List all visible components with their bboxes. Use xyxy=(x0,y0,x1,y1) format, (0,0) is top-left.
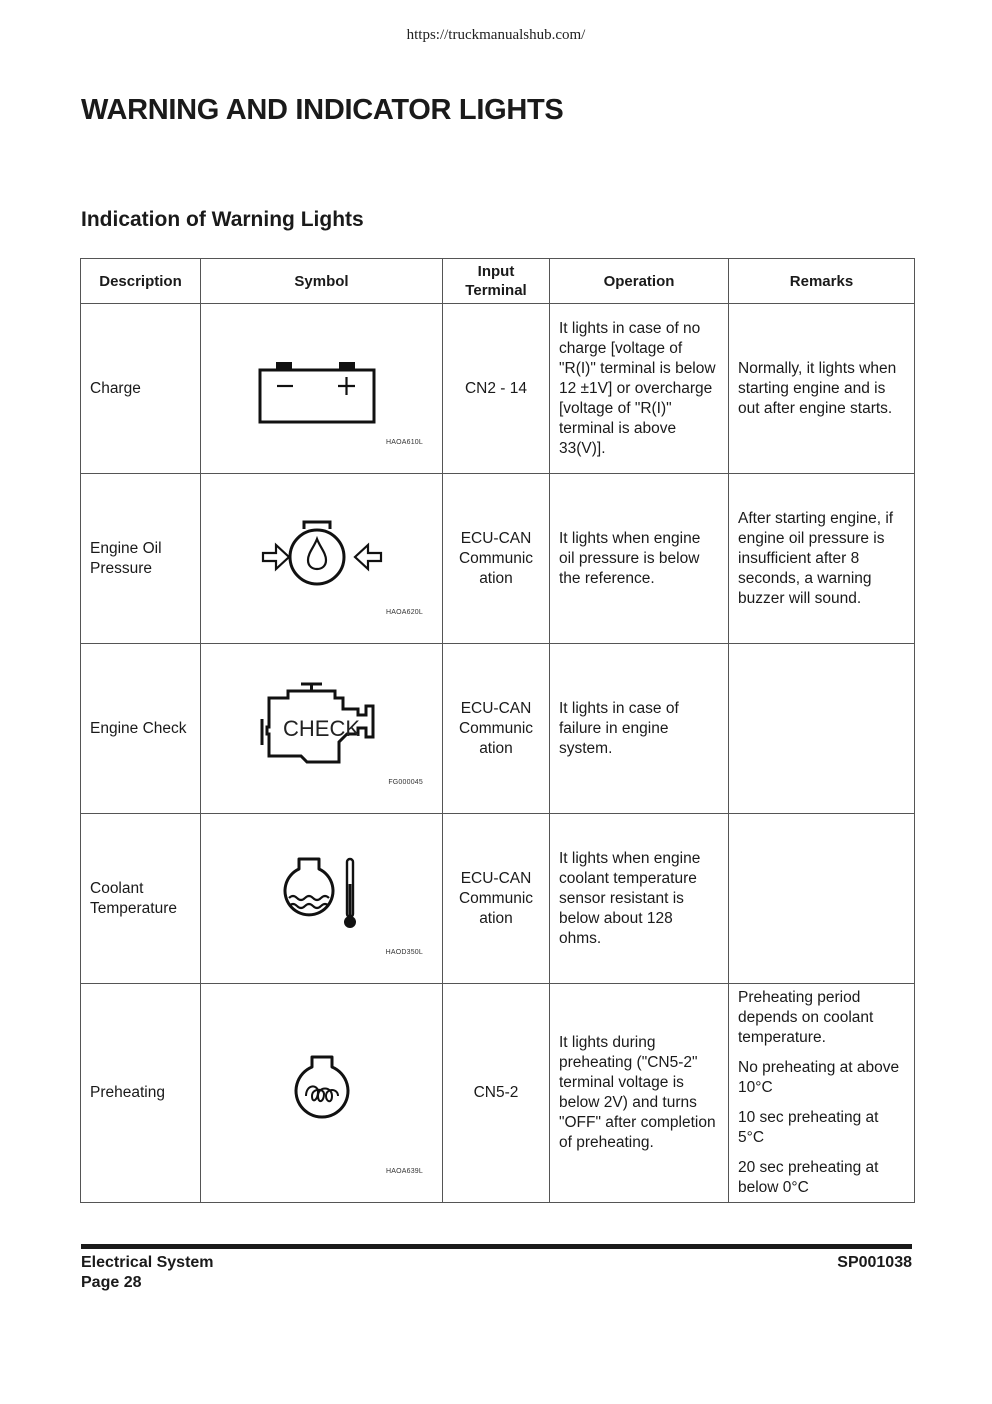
row-operation: It lights in case of no charge [voltage of "R(I)" terminal is below 12 ±1V] or overcharge [voltage of "R(I)" terminal is above 33(V)]. xyxy=(550,304,729,474)
row-remarks xyxy=(729,984,915,1203)
remark-text: 20 sec preheating at below 0°C xyxy=(738,1159,879,1196)
coolant-temperature-icon xyxy=(277,856,367,930)
remark-text: No preheating at above 10°C xyxy=(738,1059,900,1096)
symbol-code: HAOD350L xyxy=(385,949,423,956)
footer-doc-code: SP001038 xyxy=(837,1254,912,1271)
row-terminal: ECU-CAN Communic ation xyxy=(443,814,550,984)
row-remarks xyxy=(729,304,915,474)
preheating-coil-icon xyxy=(292,1054,352,1122)
symbol-code: HAOA639L xyxy=(385,1168,423,1175)
remark-text: Normally, it lights when starting engine and is out after engine starts. xyxy=(738,359,897,417)
header-remarks: Remarks xyxy=(729,259,915,304)
remark-text: After starting engine, if engine oil pressure is insufficient after 8 seconds, a warning buzzer will sound. xyxy=(738,509,894,607)
table-row xyxy=(81,474,915,644)
check-icon-label: CHECK xyxy=(282,715,360,741)
remark-text: 10 sec preheating at 5°C xyxy=(738,1109,879,1146)
row-terminal: ECU-CAN Communic ation xyxy=(443,474,550,644)
header-operation: Operation xyxy=(550,259,729,304)
section-title: Indication of Warning Lights xyxy=(81,208,364,231)
remark-text: Preheating period depends on coolant temperature. xyxy=(738,989,874,1046)
table-row xyxy=(81,304,915,474)
row-remarks xyxy=(729,644,915,814)
row-description: Preheating xyxy=(81,984,201,1203)
row-terminal: ECU-CAN Communic ation xyxy=(443,644,550,814)
row-description: Engine Oil Pressure xyxy=(81,474,201,644)
table-row xyxy=(81,644,915,814)
symbol-code: FG000045 xyxy=(388,779,423,786)
battery-icon xyxy=(257,344,387,424)
row-description: Coolant Temperature xyxy=(81,814,201,984)
row-operation: It lights when engine oil pressure is below the reference. xyxy=(550,474,729,644)
page-title: WARNING AND INDICATOR LIGHTS xyxy=(81,94,564,126)
row-symbol xyxy=(201,474,443,644)
row-remarks xyxy=(729,474,915,644)
symbol-code: HAOA610L xyxy=(385,439,423,446)
header-description: Description xyxy=(81,259,201,304)
table-row xyxy=(81,984,915,1203)
footer-page-number: Page 28 xyxy=(81,1274,142,1291)
check-engine-icon xyxy=(259,681,385,767)
symbol-code: HAOA620L xyxy=(385,609,423,616)
row-terminal: CN5-2 xyxy=(443,984,550,1203)
row-symbol xyxy=(201,814,443,984)
row-remarks xyxy=(729,814,915,984)
footer-section: Electrical System xyxy=(81,1254,214,1271)
header-input-terminal: Input Terminal xyxy=(443,259,550,304)
footer-rule xyxy=(81,1244,912,1249)
row-symbol xyxy=(201,984,443,1203)
row-symbol xyxy=(201,644,443,814)
table-row xyxy=(81,814,915,984)
row-operation: It lights in case of failure in engine system. xyxy=(550,644,729,814)
row-operation: It lights during preheating ("CN5-2" terminal voltage is below 2V) and turns "OFF" after completion of preheating. xyxy=(550,984,729,1203)
row-description: Engine Check xyxy=(81,644,201,814)
engine-oil-pressure-icon xyxy=(260,517,384,591)
source-url[interactable]: https://truckmanualshub.com/ xyxy=(406,27,586,43)
footer-left xyxy=(81,1253,214,1293)
row-operation: It lights when engine coolant temperature sensor resistant is below about 128 ohms. xyxy=(550,814,729,984)
header-symbol: Symbol xyxy=(201,259,443,304)
row-symbol xyxy=(201,304,443,474)
row-terminal: CN2 - 14 xyxy=(443,304,550,474)
warning-lights-table xyxy=(80,258,915,1203)
table-header-row xyxy=(81,259,915,304)
row-description: Charge xyxy=(81,304,201,474)
